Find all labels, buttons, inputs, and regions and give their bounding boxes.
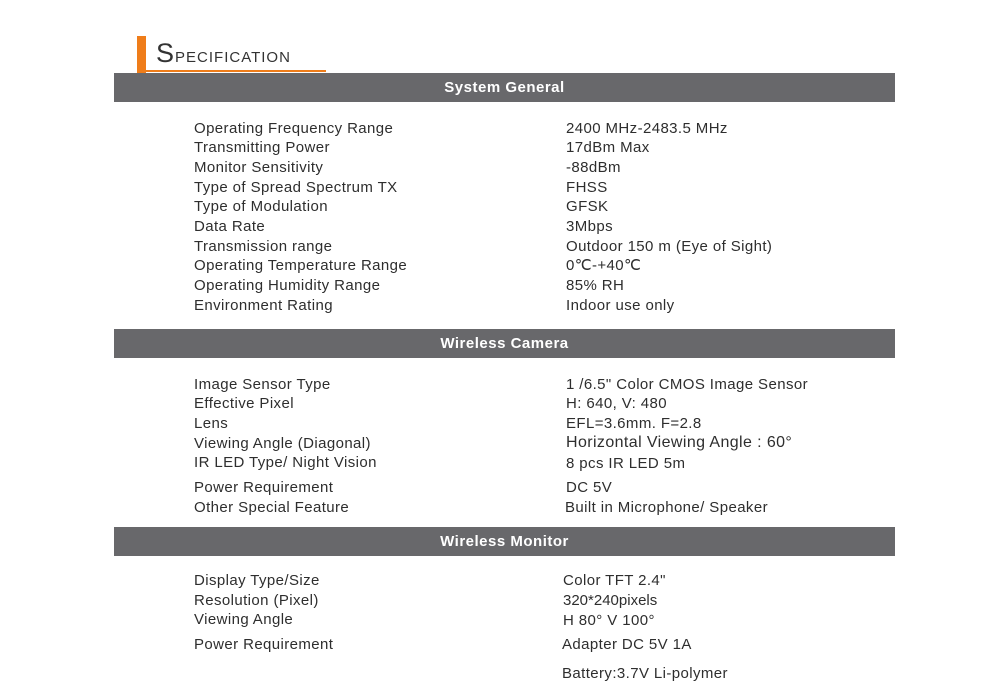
spec-label: Transmitting Power	[194, 139, 330, 156]
spec-value: Color TFT 2.4"	[563, 572, 666, 589]
title-accent-bar	[137, 36, 146, 73]
spec-value: H 80° V 100°	[563, 612, 655, 629]
spec-label: Other Special Feature	[194, 499, 350, 516]
spec-value: -88dBm	[566, 159, 621, 176]
spec-label: Lens	[194, 415, 229, 432]
spec-value: 320*240pixels	[563, 592, 658, 609]
spec-value: Outdoor 150 m (Eye of Sight)	[566, 238, 773, 255]
spec-label: Viewing Angle (Diagonal)	[194, 435, 371, 452]
section-header-wireless-monitor: Wireless Monitor	[114, 527, 895, 556]
spec-value: FHSS	[566, 179, 608, 196]
spec-value: Indoor use only	[566, 297, 675, 314]
spec-label: Power Requirement	[194, 636, 334, 653]
spec-value: GFSK	[566, 198, 609, 215]
title-rest: pecification	[175, 44, 291, 67]
spec-value: EFL=3.6mm. F=2.8	[566, 415, 702, 432]
spec-value: 1 /6.5" Color CMOS Image Sensor	[566, 376, 808, 393]
spec-label: Operating Humidity Range	[194, 277, 381, 294]
spec-label: Monitor Sensitivity	[194, 159, 324, 176]
section-header-system-general: System General	[114, 73, 895, 102]
spec-label: IR LED Type/ Night Vision	[194, 454, 377, 471]
spec-value: Horizontal Viewing Angle : 60°	[566, 434, 793, 451]
spec-value: Built in Microphone/ Speaker	[565, 499, 768, 516]
spec-value: Battery:3.7V Li-polymer	[562, 665, 728, 682]
title-first-letter: S	[156, 38, 176, 68]
spec-value: 85% RH	[566, 277, 625, 294]
spec-label: Resolution (Pixel)	[194, 592, 319, 609]
spec-value: 3Mbps	[566, 218, 614, 235]
spec-label: Effective Pixel	[194, 395, 294, 412]
spec-label: Operating Frequency Range	[194, 120, 394, 137]
spec-label: Power Requirement	[194, 479, 334, 496]
spec-label: Environment Rating	[194, 297, 333, 314]
page-title	[156, 38, 291, 69]
title-underline	[146, 70, 326, 72]
spec-label: Type of Spread Spectrum TX	[194, 179, 398, 196]
spec-label: Display Type/Size	[194, 572, 320, 589]
spec-value: Adapter DC 5V 1A	[562, 636, 692, 653]
spec-value: DC 5V	[566, 479, 613, 496]
spec-label: Transmission range	[194, 238, 333, 255]
spec-value: H: 640, V: 480	[566, 395, 667, 412]
spec-label: Data Rate	[194, 218, 266, 235]
spec-value: 0℃-+40℃	[566, 257, 642, 274]
spec-label: Type of Modulation	[194, 198, 328, 215]
spec-value: 17dBm Max	[566, 139, 650, 156]
spec-label: Image Sensor Type	[194, 376, 331, 393]
section-header-wireless-camera: Wireless Camera	[114, 329, 895, 358]
spec-label: Viewing Angle	[194, 611, 294, 628]
spec-value: 8 pcs IR LED 5m	[566, 455, 686, 472]
spec-label: Operating Temperature Range	[194, 257, 408, 274]
spec-value: 2400 MHz-2483.5 MHz	[566, 120, 728, 137]
